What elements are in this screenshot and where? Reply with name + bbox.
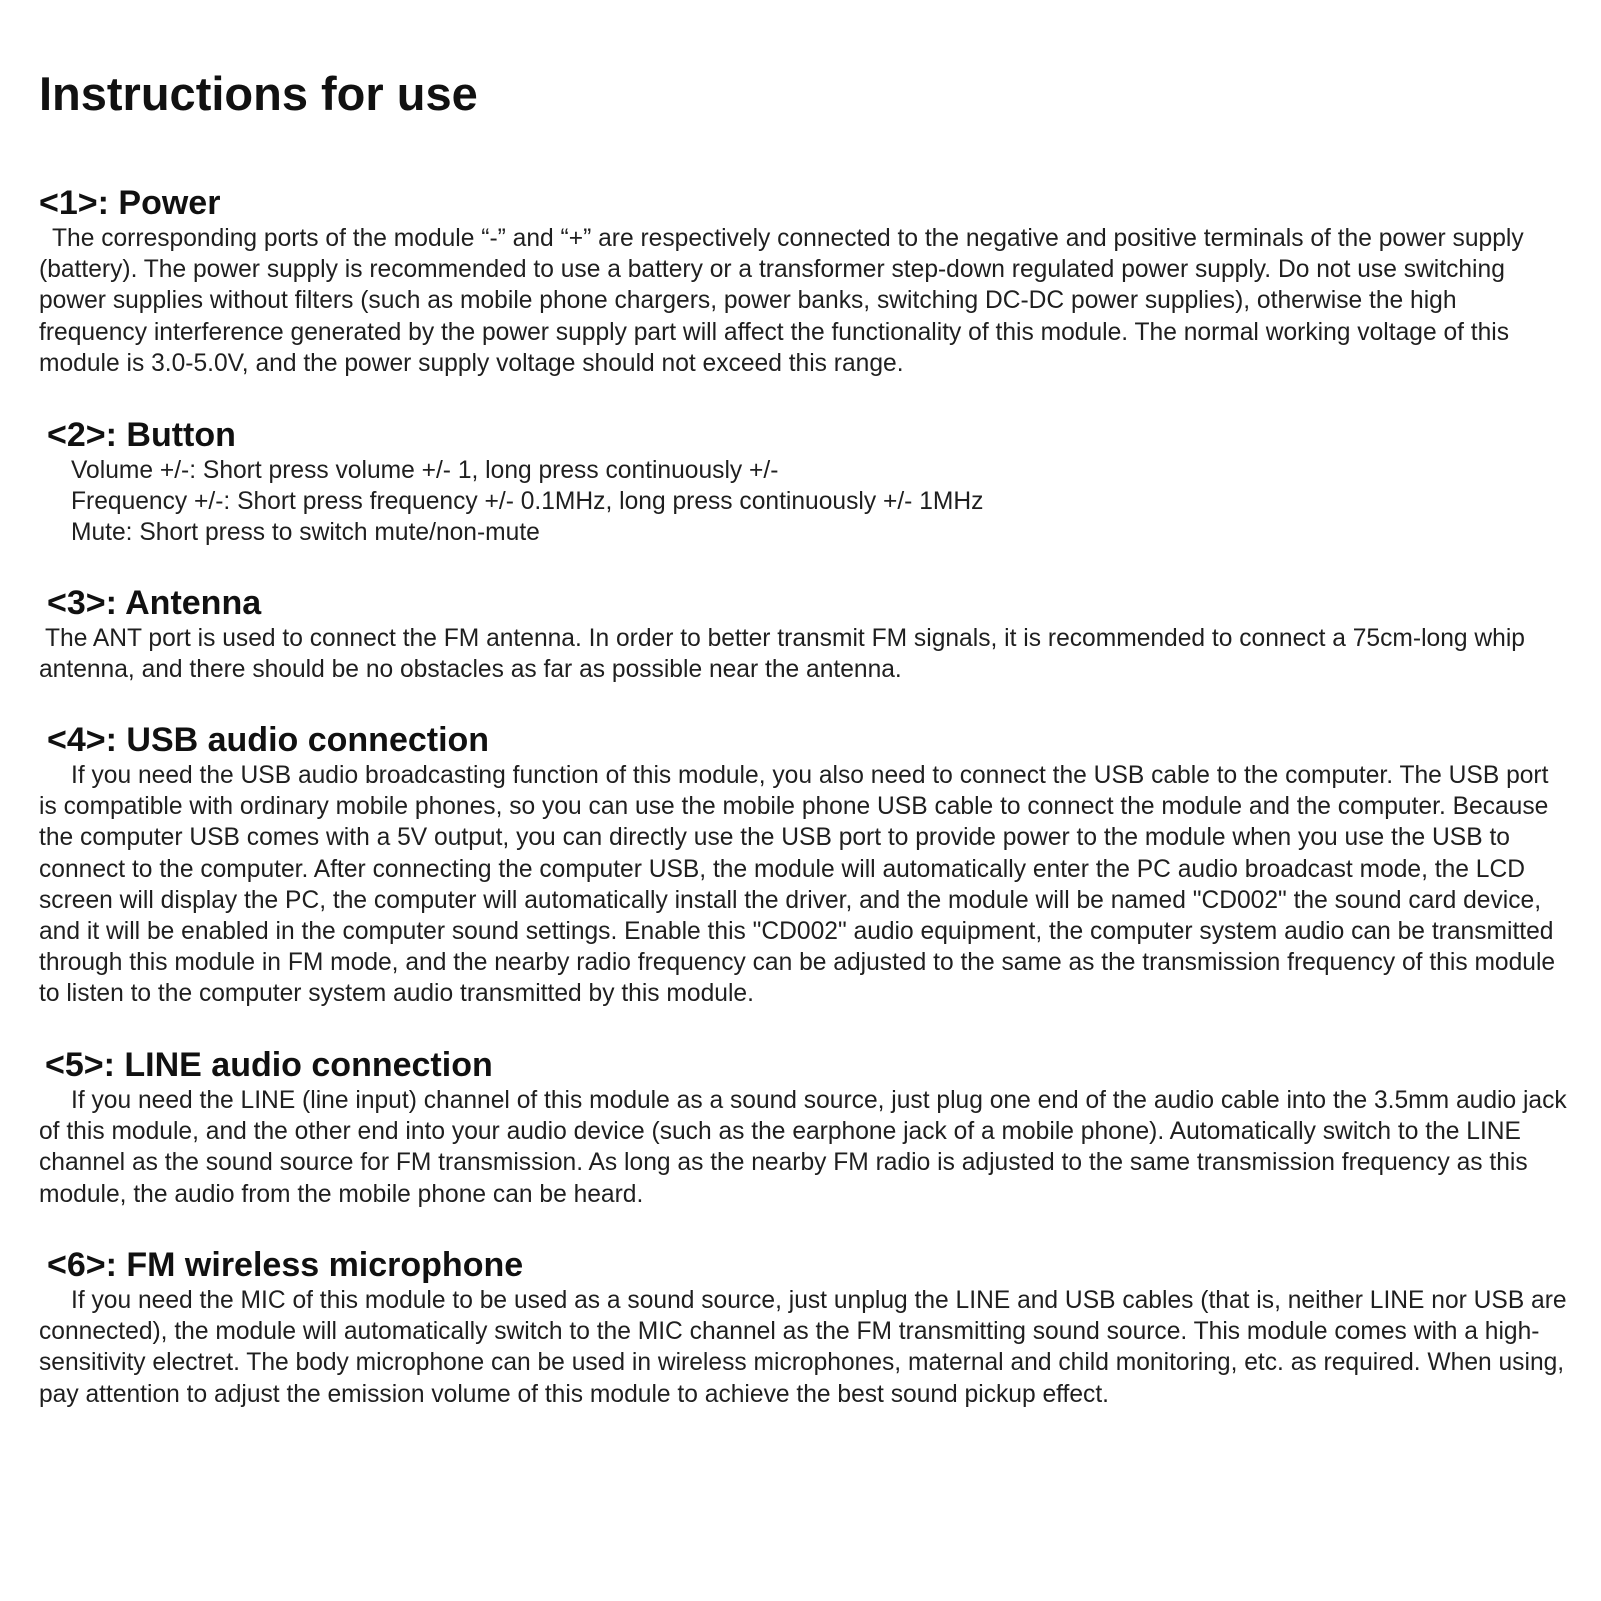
section-antenna xyxy=(39,583,1569,685)
button-instructions-list xyxy=(39,455,1569,549)
button-instruction-mute: Mute: Short press to switch mute/non-mute xyxy=(71,519,540,547)
section-heading-line-audio: <5>: LINE audio connection xyxy=(45,1046,493,1084)
section-body-power: The corresponding ports of the module “-” and “+” are respectively connected to the negative and positive terminals of the power supply (battery). The power supply is recommended to use a battery or a transformer step-down regulated power supply. Do not use switching power supplies without filters (such as mobile phone chargers, power banks, switching DC-DC power supplies), otherwise the high frequency interference generated by the power supply part will affect the functionality of this module. The normal working voltage of this module is 3.0-5.0V, and the power supply voltage should not exceed this range. xyxy=(39,225,1531,377)
button-instruction-frequency: Frequency +/-: Short press frequency +/- 0.1MHz, long press continuously +/- 1MHz xyxy=(71,488,984,516)
section-heading-power: <1>: Power xyxy=(39,184,221,222)
section-heading-antenna: <3>: Antenna xyxy=(47,584,262,622)
button-instruction-volume: Volume +/-: Short press volume +/- 1, long press continuously +/- xyxy=(71,457,779,484)
section-fm-microphone xyxy=(39,1245,1574,1410)
section-body-fm-microphone: If you need the MIC of this module to be used as a sound source, just unplug the LINE and USB cables (that is, neither LINE nor USB are connected), the module will automatically switch to the MIC channel as the FM transmitting sound source. This module comes with a high-sensitivity electret. The body microphone can be used in wireless microphones, maternal and child monitoring, etc. as required. When using, pay attention to adjust the emission volume of this module to achieve the best sound pickup effect. xyxy=(39,1287,1574,1408)
section-line-audio xyxy=(39,1045,1574,1210)
section-body-line-audio: If you need the LINE (line input) channel of this module as a sound source, just plug one end of the audio cable into the 3.5mm audio jack of this module, and the other end into your audio device (such as the earphone jack of a mobile phone). Automatically switch to the LINE channel as the sound source for FM transmission. As long as the nearby FM radio is adjusted to the same transmission frequency as this module, the audio from the mobile phone can be heard. xyxy=(39,1087,1574,1208)
page-title: Instructions for use xyxy=(39,67,478,120)
section-button xyxy=(39,415,1569,549)
section-heading-usb-audio: <4>: USB audio connection xyxy=(47,721,490,759)
section-heading-button: <2>: Button xyxy=(47,416,236,454)
section-heading-fm-microphone: <6>: FM wireless microphone xyxy=(47,1246,524,1284)
section-usb-audio xyxy=(39,720,1569,1010)
section-power xyxy=(39,183,1569,379)
section-body-antenna: The ANT port is used to connect the FM antenna. In order to better transmit FM signals, it is recommended to connect a 75cm-long whip antenna, and there should be no obstacles as far as possible near the antenna. xyxy=(39,625,1532,684)
section-body-usb-audio: If you need the USB audio broadcasting function of this module, you also need to connect the USB cable to the computer. The USB port is compatible with ordinary mobile phones, so you can use the mobile phone USB cable to connect the module and the computer. Because the computer USB comes with a 5V output, you can directly use the USB port to provide power to the module when you use the USB to connect to the computer. After connecting the computer USB, the module will automatically enter the PC audio broadcast mode, the LCD screen will display the PC, the computer will automatically install the driver, and the module will be named "CD002" the sound card device, and it will be enabled in the computer sound settings. Enable this "CD002" audio equipment, the computer system audio can be transmitted through this module in FM mode, and the nearby radio frequency can be adjusted to the same as the transmission frequency of this module to listen to the computer system audio transmitted by this module. xyxy=(39,762,1562,1008)
